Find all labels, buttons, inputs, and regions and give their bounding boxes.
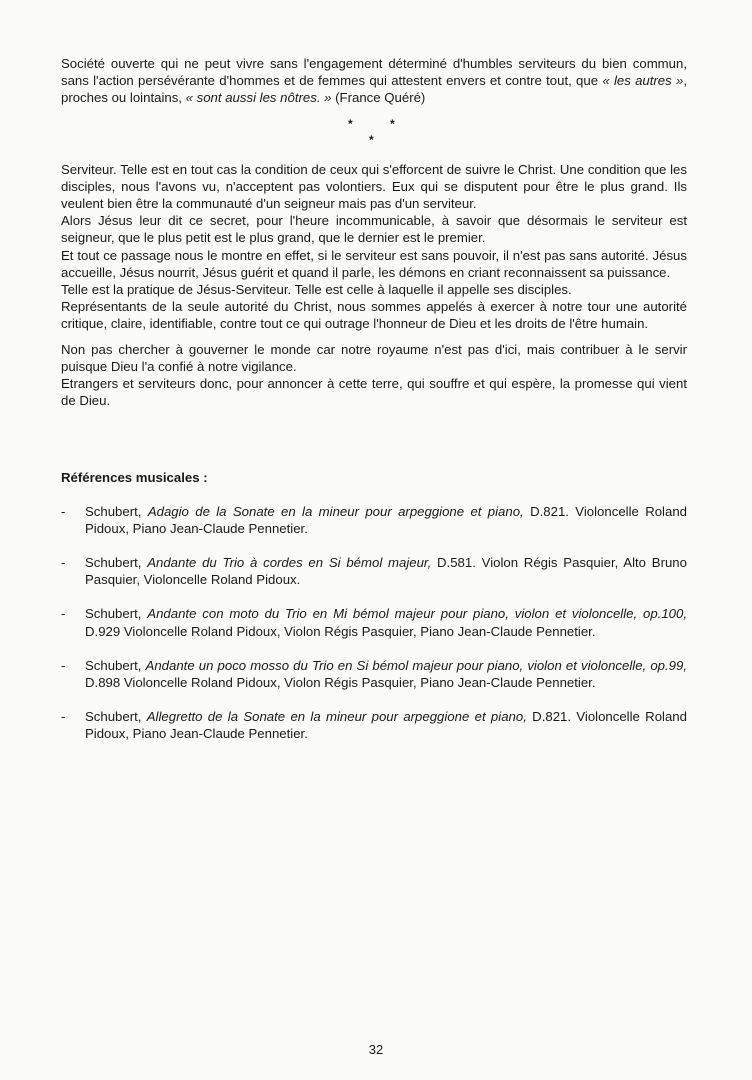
reference-composer: Schubert, [85, 555, 148, 571]
reference-title: Andante un poco mosso du Trio en Si bémol majeur pour piano, violon et violoncelle, op.99, [145, 657, 687, 673]
reference-composer: Schubert, [85, 657, 146, 673]
list-dash: - [61, 503, 66, 519]
reference-title: Allegretto de la Sonate en la mineur pour arpeggione et piano, [146, 709, 527, 725]
separator-star: * [390, 116, 395, 131]
separator-star: * [369, 132, 374, 147]
paragraph-serviteur: Serviteur. Telle est en tout cas la condition de ceux qui s'efforcent de suivre le Christ. Une condition que les disciples, nous l'avons vu, n'acceptent pas volontiers. Eux qui se disputent pour être le plus grand. Ils veulent bien être la communauté d'un seigneur mais pas d'un serviteur. [61, 161, 687, 212]
list-dash: - [61, 555, 66, 571]
reference-details: D.929 Violoncelle Roland Pidoux, Violon Régis Pasquier, Piano Jean-Claude Pennetier. [85, 623, 596, 639]
reference-title: Andante du Trio à cordes en Si bémol majeur, [147, 555, 432, 571]
reference-item [61, 554, 687, 588]
page-body [61, 55, 687, 760]
list-dash: - [61, 657, 66, 673]
reference-details: D.581. Violon Régis Pasquier, Alto Bruno Pasquier, Violoncelle Roland Pidoux. [85, 555, 687, 588]
reference-title: Adagio de la Sonate en la mineur pour arpeggione et piano, [147, 503, 524, 519]
list-dash: - [61, 709, 66, 725]
separator-star: * [348, 116, 353, 131]
reference-item [61, 708, 687, 742]
paragraph-representants: Représentants de la seule autorité du Christ, nous sommes appelés à exercer à notre tour une autorité critique, claire, identifiable, contre tout ce qui outrage l'honneur de Dieu et les droits de l'être humain. [61, 299, 687, 332]
references-list [61, 503, 687, 743]
reference-composer: Schubert, [85, 606, 148, 622]
reference-item [61, 657, 687, 691]
reference-title: Andante con moto du Trio en Mi bémol majeur pour piano, violon et violoncelle, op.100, [147, 606, 687, 622]
paragraph-gouverner: Non pas chercher à gouverner le monde car notre royaume n'est pas d'ici, mais contribuer à le servir puisque Dieu l'a confié à notre vigilance. [61, 341, 687, 374]
reference-composer: Schubert, [85, 709, 147, 725]
paragraph-quote-text: Société ouverte qui ne peut vivre sans l'engagement déterminé d'humbles serviteurs du bien commun, sans l'action persévérante d'hommes et de femmes qui attestent envers et contre tout, que [61, 56, 687, 89]
paragraph-autorite: Et tout ce passage nous le montre en effet, si le serviteur est sans pouvoir, il n'est pas sans autorité. Jésus accueille, Jésus nourrit, Jésus guérit et quand il parle, les démons en criant reconnaissent sa puissance. [61, 247, 687, 280]
paragraph-pratique: Telle est la pratique de Jésus-Serviteur. Telle est celle à laquelle il appelle ses disciples. [61, 282, 572, 298]
page-number: 32 [368, 1042, 384, 1057]
references-heading: Références musicales : [61, 470, 208, 486]
paragraph-quote [61, 55, 687, 107]
reference-item [61, 503, 687, 537]
reference-composer: Schubert, [85, 503, 148, 519]
paragraph-quote-middle: , proches ou lointains, [61, 73, 688, 106]
reference-details: D.898 Violoncelle Roland Pidoux, Violon Régis Pasquier, Piano Jean-Claude Pennetier. [85, 675, 596, 691]
quote-attribution: (France Quéré) [331, 90, 426, 106]
quote-les-autres: « les autres » [602, 73, 684, 89]
section-separator [61, 107, 687, 153]
reference-details: D.821. Violoncelle Roland Pidoux, Piano Jean-Claude Pennetier. [85, 709, 687, 742]
paragraph-secret: Alors Jésus leur dit ce secret, pour l'heure incommunicable, à savoir que désormais le serviteur est seigneur, que le plus petit est le plus grand, que le dernier est le premier. [61, 213, 687, 246]
list-dash: - [61, 606, 66, 622]
reference-item [61, 605, 687, 639]
reference-details: D.821. Violoncelle Roland Pidoux, Piano Jean-Claude Pennetier. [85, 503, 687, 536]
quote-sont-aussi-les-notres: « sont aussi les nôtres. » [185, 90, 332, 106]
paragraph-etrangers: Etrangers et serviteurs donc, pour annoncer à cette terre, qui souffre et qui espère, la promesse qui vient de Dieu. [61, 376, 687, 409]
